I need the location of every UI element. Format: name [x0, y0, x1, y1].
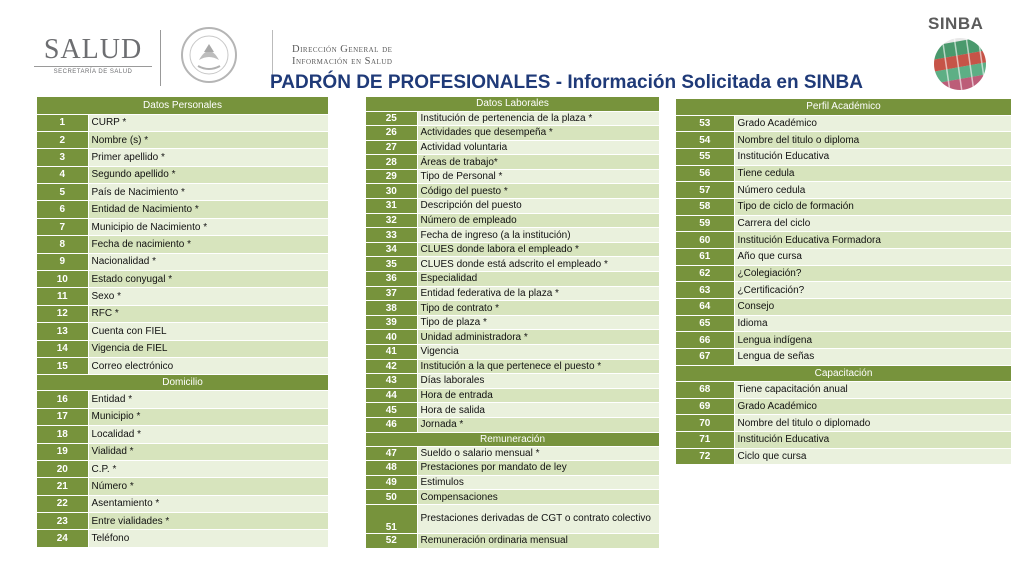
item-number: 3	[37, 149, 88, 166]
item-label: Compensaciones	[417, 490, 659, 505]
item-number: 18	[37, 426, 88, 443]
table-row	[676, 265, 1011, 282]
item-label: Hora de salida	[417, 403, 659, 418]
item-label: Tiene cedula	[734, 165, 1011, 182]
item-number: 30	[366, 184, 417, 199]
item-number: 60	[676, 232, 734, 249]
item-number: 33	[366, 228, 417, 243]
item-number: 29	[366, 169, 417, 184]
table-row	[37, 323, 328, 340]
item-label: Actividades que desempeña *	[417, 126, 659, 141]
item-number: 12	[37, 305, 88, 322]
table-row	[37, 218, 328, 235]
item-label: Grado Académico	[734, 115, 1011, 132]
item-number: 50	[366, 490, 417, 505]
item-number: 6	[37, 201, 88, 218]
item-label: Nombre del titulo o diplomado	[734, 415, 1011, 432]
item-label: Institución Educativa	[734, 431, 1011, 448]
table-row	[366, 228, 659, 243]
item-label: Tipo de ciclo de formación	[734, 198, 1011, 215]
item-label: Unidad administradora *	[417, 330, 659, 345]
section-header-label: Datos Personales	[37, 97, 328, 114]
item-number: 4	[37, 166, 88, 183]
table-row	[366, 330, 659, 345]
table-row	[676, 198, 1011, 215]
item-label: RFC *	[88, 305, 328, 322]
item-label: Cuenta con FIEL	[88, 323, 328, 340]
table-row	[37, 340, 328, 357]
item-number: 58	[676, 198, 734, 215]
item-label: CLUES donde está adscrito el empleado *	[417, 257, 659, 272]
item-number: 31	[366, 199, 417, 214]
table-row	[366, 388, 659, 403]
section-header-label: Remuneración	[366, 432, 659, 446]
table-row	[676, 249, 1011, 266]
item-number: 14	[37, 340, 88, 357]
table-row	[676, 349, 1011, 366]
item-label: Carrera del ciclo	[734, 215, 1011, 232]
section-header-label: Datos Laborales	[366, 97, 659, 111]
table-row	[676, 431, 1011, 448]
item-number: 26	[366, 126, 417, 141]
table-row	[676, 282, 1011, 299]
table-row	[37, 253, 328, 270]
table-row	[37, 201, 328, 218]
table-row	[366, 213, 659, 228]
item-number: 55	[676, 148, 734, 165]
table-row	[366, 417, 659, 432]
table-row	[37, 271, 328, 288]
table-row	[366, 272, 659, 287]
table-row	[37, 426, 328, 443]
item-label: Tiene capacitación anual	[734, 381, 1011, 398]
table-row	[676, 315, 1011, 332]
item-number: 11	[37, 288, 88, 305]
item-number: 5	[37, 184, 88, 201]
table-row	[366, 199, 659, 214]
item-label: Teléfono	[88, 530, 328, 547]
item-number: 65	[676, 315, 734, 332]
item-number: 37	[366, 286, 417, 301]
item-label: Vigencia	[417, 345, 659, 360]
item-number: 39	[366, 315, 417, 330]
table-row	[366, 345, 659, 360]
item-label: Municipio de Nacimiento *	[88, 218, 328, 235]
item-number: 34	[366, 242, 417, 257]
item-label: País de Nacimiento *	[88, 184, 328, 201]
table-row	[366, 111, 659, 126]
table-row	[676, 415, 1011, 432]
item-number: 51	[366, 504, 417, 533]
table-row	[366, 403, 659, 418]
item-label: Tipo de contrato *	[417, 301, 659, 316]
item-number: 25	[366, 111, 417, 126]
item-number: 38	[366, 301, 417, 316]
table-row	[676, 448, 1011, 465]
item-number: 48	[366, 461, 417, 476]
item-number: 9	[37, 253, 88, 270]
item-number: 10	[37, 271, 88, 288]
item-label: Fecha de nacimiento *	[88, 236, 328, 253]
item-number: 66	[676, 332, 734, 349]
item-number: 17	[37, 408, 88, 425]
section-header-label: Domicilio	[37, 375, 328, 391]
item-number: 64	[676, 299, 734, 316]
item-number: 70	[676, 415, 734, 432]
table-row	[366, 490, 659, 505]
item-label: Áreas de trabajo*	[417, 155, 659, 170]
item-number: 19	[37, 443, 88, 460]
item-number: 7	[37, 218, 88, 235]
item-number: 1	[37, 114, 88, 131]
table-row	[37, 530, 328, 547]
item-number: 46	[366, 417, 417, 432]
item-number: 8	[37, 236, 88, 253]
item-label: Municipio *	[88, 408, 328, 425]
item-number: 52	[366, 534, 417, 549]
item-number: 13	[37, 323, 88, 340]
table-row	[676, 299, 1011, 316]
item-label: Número cedula	[734, 182, 1011, 199]
item-number: 62	[676, 265, 734, 282]
table-row	[676, 232, 1011, 249]
item-label: C.P. *	[88, 460, 328, 477]
table-row	[676, 381, 1011, 398]
table-row	[366, 374, 659, 389]
item-label: ¿Certificación?	[734, 282, 1011, 299]
item-label: Hora de entrada	[417, 388, 659, 403]
item-number: 40	[366, 330, 417, 345]
item-label: CLUES donde labora el empleado *	[417, 242, 659, 257]
table-row	[37, 460, 328, 477]
table-row	[676, 215, 1011, 232]
table-row	[366, 140, 659, 155]
item-label: Actividad voluntaria	[417, 140, 659, 155]
item-label: Sueldo o salario mensual *	[417, 446, 659, 461]
item-label: Remuneración ordinaria mensual	[417, 534, 659, 549]
section-header-label: Perfil Académico	[676, 99, 1011, 115]
item-label: Vialidad *	[88, 443, 328, 460]
dgis-line-2: Información en Salud	[292, 56, 393, 67]
item-label: ¿Colegiación?	[734, 265, 1011, 282]
table-row	[676, 148, 1011, 165]
item-label: Tipo de plaza *	[417, 315, 659, 330]
table-row	[37, 166, 328, 183]
table-datos-personales-domicilio	[37, 97, 328, 548]
item-number: 43	[366, 374, 417, 389]
dgis-line-1: Dirección General de	[292, 44, 393, 55]
item-label: Prestaciones derivadas de CGT o contrato colectivo	[417, 504, 659, 533]
item-number: 23	[37, 513, 88, 530]
item-label: Primer apellido *	[88, 149, 328, 166]
item-label: Estado conyugal *	[88, 271, 328, 288]
table-row	[37, 305, 328, 322]
item-label: Estimulos	[417, 475, 659, 490]
item-label: Consejo	[734, 299, 1011, 316]
item-label: Año que cursa	[734, 249, 1011, 266]
table-row	[37, 131, 328, 148]
item-number: 28	[366, 155, 417, 170]
item-number: 67	[676, 349, 734, 366]
sinba-globe-icon	[932, 36, 988, 92]
item-number: 22	[37, 495, 88, 512]
item-label: Ciclo que cursa	[734, 448, 1011, 465]
table-row	[366, 446, 659, 461]
item-label: Idioma	[734, 315, 1011, 332]
item-label: Segundo apellido *	[88, 166, 328, 183]
item-number: 21	[37, 478, 88, 495]
item-number: 27	[366, 140, 417, 155]
item-number: 61	[676, 249, 734, 266]
table-row	[366, 257, 659, 272]
item-number: 41	[366, 345, 417, 360]
slide-header	[0, 0, 1024, 100]
table-row	[37, 478, 328, 495]
table-row	[37, 114, 328, 131]
item-number: 36	[366, 272, 417, 287]
table-row	[676, 165, 1011, 182]
item-number: 63	[676, 282, 734, 299]
table-row	[366, 184, 659, 199]
item-label: Entidad federativa de la plaza *	[417, 286, 659, 301]
table-row	[366, 475, 659, 490]
section-header	[676, 99, 1011, 115]
table-row	[37, 443, 328, 460]
table-row	[366, 359, 659, 374]
table-row	[37, 495, 328, 512]
item-number: 45	[366, 403, 417, 418]
item-number: 72	[676, 448, 734, 465]
item-label: Institución Educativa Formadora	[734, 232, 1011, 249]
item-number: 35	[366, 257, 417, 272]
item-number: 71	[676, 431, 734, 448]
item-number: 16	[37, 391, 88, 408]
table-perfil-capacitacion	[676, 99, 1011, 465]
item-label: Entidad *	[88, 391, 328, 408]
salud-wordmark: SALUD	[43, 34, 143, 65]
table-row	[37, 236, 328, 253]
item-label: Fecha de ingreso (a la institución)	[417, 228, 659, 243]
section-header	[366, 97, 659, 111]
dgis-logo	[292, 44, 392, 68]
item-number: 32	[366, 213, 417, 228]
item-label: Especialidad	[417, 272, 659, 287]
table-row	[366, 242, 659, 257]
table-row	[366, 504, 659, 533]
table-row	[366, 155, 659, 170]
item-label: Localidad *	[88, 426, 328, 443]
table-row	[366, 169, 659, 184]
table-row	[676, 398, 1011, 415]
item-label: Lengua indígena	[734, 332, 1011, 349]
item-label: Número de empleado	[417, 213, 659, 228]
item-label: Nombre del titulo o diploma	[734, 132, 1011, 149]
item-label: Asentamiento *	[88, 495, 328, 512]
item-label: Nacionalidad *	[88, 253, 328, 270]
mexico-seal-icon	[180, 26, 238, 84]
item-label: Sexo *	[88, 288, 328, 305]
page-title: PADRÓN DE PROFESIONALES - Información Solicitada en SINBA	[270, 72, 863, 93]
item-number: 20	[37, 460, 88, 477]
item-number: 69	[676, 398, 734, 415]
item-number: 68	[676, 381, 734, 398]
item-number: 24	[37, 530, 88, 547]
table-row	[366, 286, 659, 301]
item-number: 44	[366, 388, 417, 403]
table-datos-laborales-remuneracion	[366, 97, 659, 549]
item-label: Lengua de señas	[734, 349, 1011, 366]
table-row	[366, 461, 659, 476]
table-row	[366, 301, 659, 316]
item-number: 53	[676, 115, 734, 132]
table-row	[676, 132, 1011, 149]
table-row	[37, 357, 328, 374]
table-row	[37, 391, 328, 408]
item-number: 54	[676, 132, 734, 149]
section-header	[676, 365, 1011, 381]
table-row	[676, 182, 1011, 199]
item-label: Entidad de Nacimiento *	[88, 201, 328, 218]
item-label: Institución de pertenencia de la plaza *	[417, 111, 659, 126]
item-label: Correo electrónico	[88, 357, 328, 374]
section-header	[37, 375, 328, 391]
item-label: Código del puesto *	[417, 184, 659, 199]
item-label: Jornada *	[417, 417, 659, 432]
item-label: Tipo de Personal *	[417, 169, 659, 184]
table-row	[37, 149, 328, 166]
item-label: Institución Educativa	[734, 148, 1011, 165]
item-label: Institución a la que pertenece el puesto *	[417, 359, 659, 374]
item-label: Número *	[88, 478, 328, 495]
item-number: 57	[676, 182, 734, 199]
table-row	[37, 408, 328, 425]
sinba-wordmark: SINBA	[928, 14, 984, 33]
item-number: 42	[366, 359, 417, 374]
section-header	[37, 97, 328, 114]
section-header-label: Capacitación	[676, 365, 1011, 381]
salud-logo	[34, 36, 152, 75]
item-label: Nombre (s) *	[88, 131, 328, 148]
table-row	[37, 184, 328, 201]
table-row	[676, 115, 1011, 132]
item-number: 56	[676, 165, 734, 182]
item-number: 47	[366, 446, 417, 461]
salud-subtitle: SECRETARÍA DE SALUD	[34, 66, 152, 75]
item-label: Vigencia de FIEL	[88, 340, 328, 357]
item-number: 59	[676, 215, 734, 232]
table-row	[366, 126, 659, 141]
item-label: Grado Académico	[734, 398, 1011, 415]
item-label: Entre vialidades *	[88, 513, 328, 530]
table-row	[37, 288, 328, 305]
item-number: 15	[37, 357, 88, 374]
item-label: Días laborales	[417, 374, 659, 389]
logo-divider	[160, 30, 161, 86]
item-label: Prestaciones por mandato de ley	[417, 461, 659, 476]
item-number: 49	[366, 475, 417, 490]
item-label: Descripción del puesto	[417, 199, 659, 214]
table-row	[366, 315, 659, 330]
table-row	[366, 534, 659, 549]
table-row	[37, 513, 328, 530]
item-label: CURP *	[88, 114, 328, 131]
section-header	[366, 432, 659, 446]
table-row	[676, 332, 1011, 349]
item-number: 2	[37, 131, 88, 148]
